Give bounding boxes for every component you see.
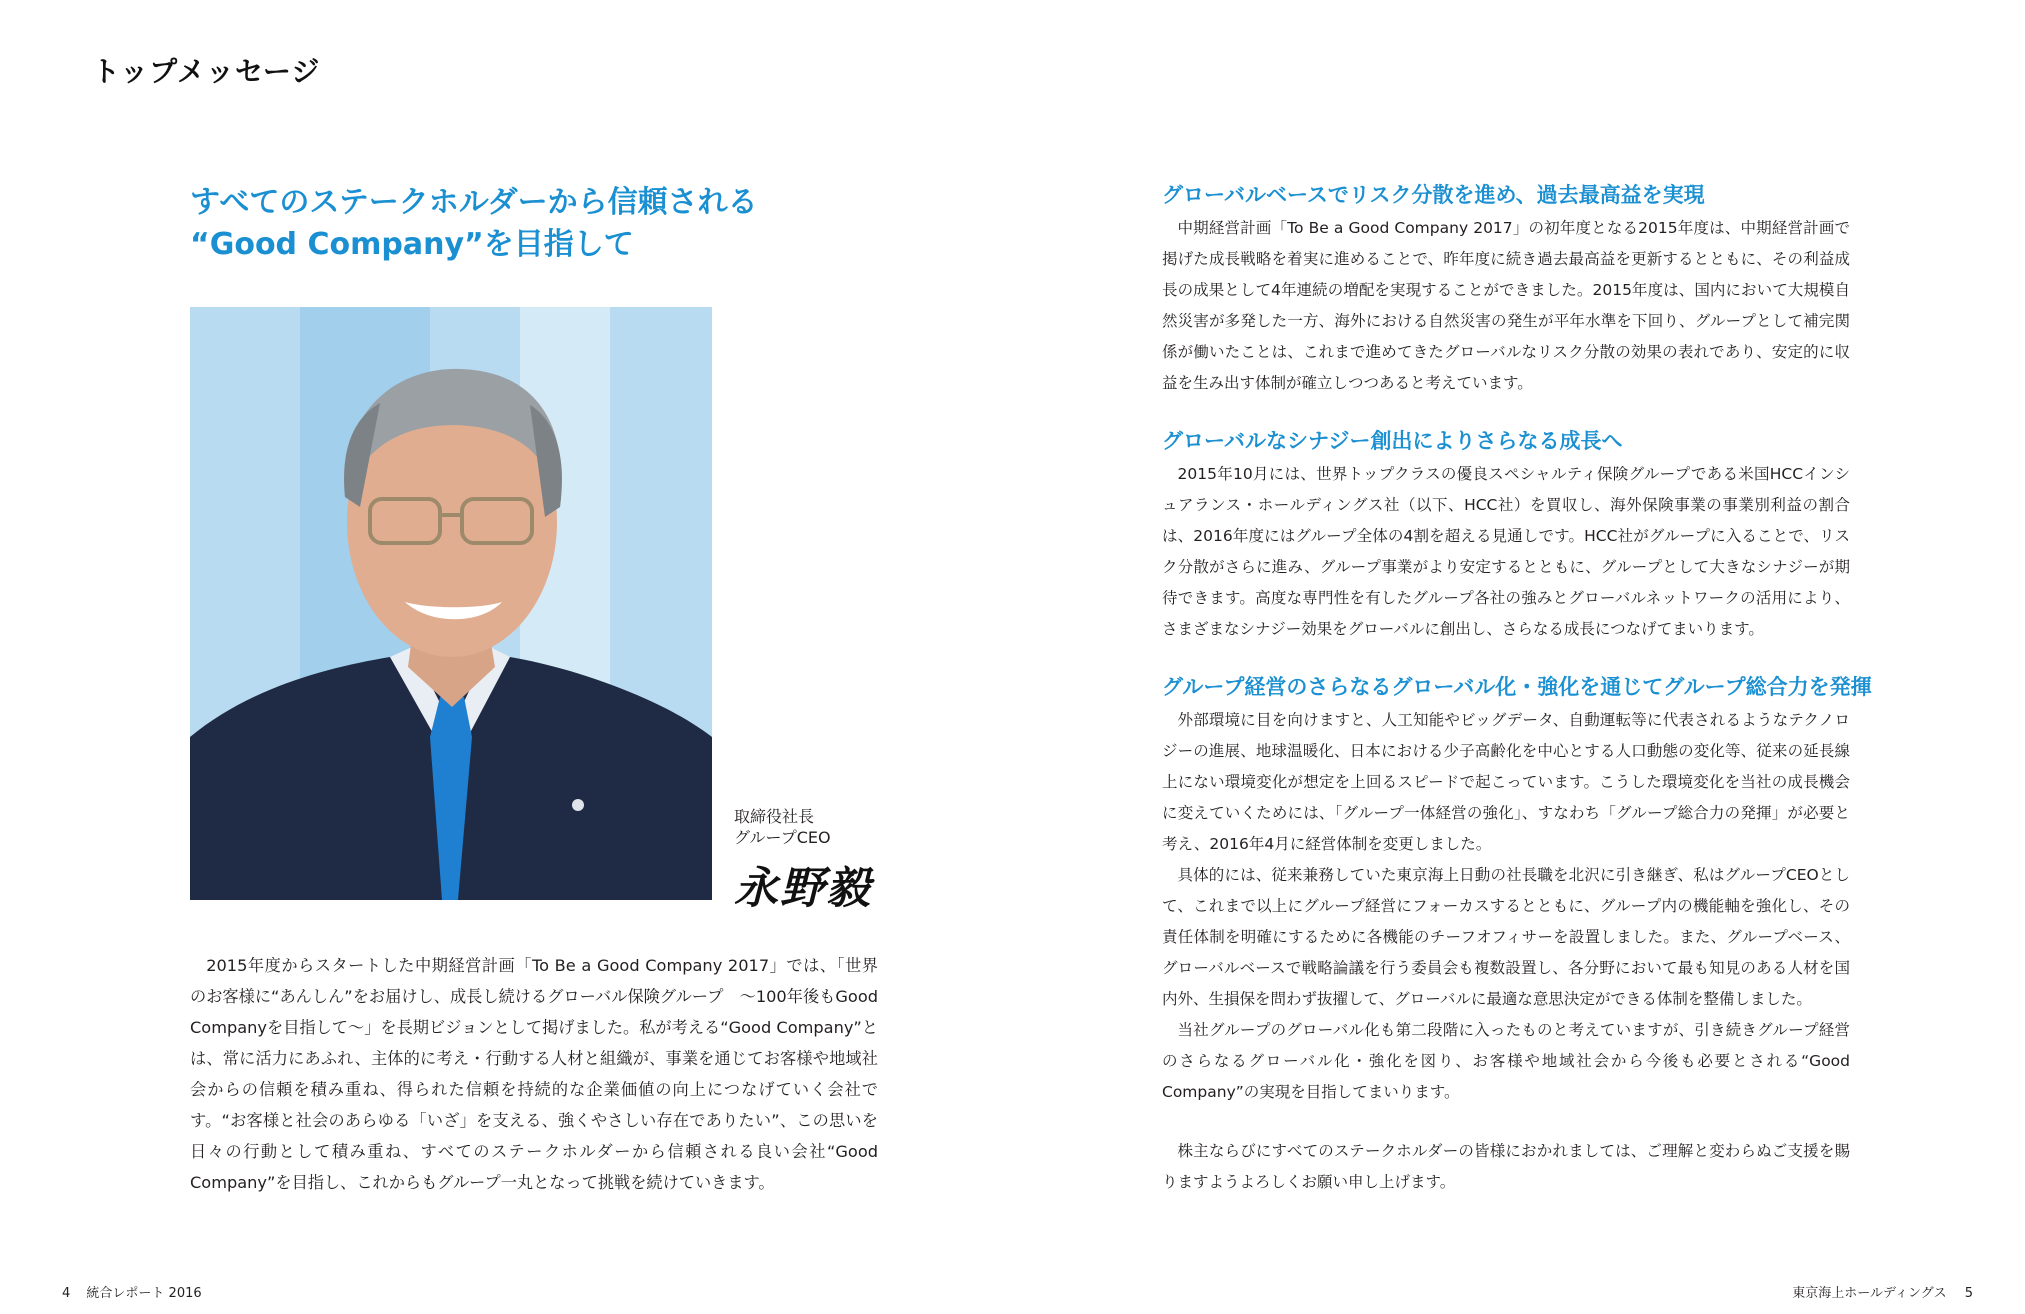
footer-right [1792, 1282, 1973, 1301]
footer-left [62, 1282, 202, 1301]
message-body-column [1162, 180, 1872, 1198]
section-1 [1162, 180, 1850, 399]
headline-line-2: “Good Company”を目指して [190, 227, 634, 262]
headline [190, 182, 890, 266]
left-page-number: 4 [62, 1286, 71, 1301]
section-3-heading: グループ経営のさらなるグローバル化・強化を通じてグループ総合力を発揮 [1162, 675, 1872, 699]
company-name: 東京海上ホールディングス [1792, 1286, 1947, 1301]
right-page-number: 5 [1964, 1286, 1973, 1301]
headline-line-1: すべてのステークホルダーから信頼される [190, 185, 758, 220]
ceo-title-line-2: グループCEO [734, 828, 831, 847]
lead-paragraph: 2015年度からスタートした中期経営計画「To Be a Good Company 2017」では、「世界のお客様に“あんしん”をお届けし、成長し続けるグローバル保険グループ ～100年後もGood Companyを目指して～」を長期ビジョンとして掲げました。私が考える“Good Company”とは、常に活力にあふれ、主体的に考え・行動する人材と組織が、事業を通じてお客様や地域社会からの信頼を積み重ね、得られた信頼を持続的な企業価値の向上につなげていく会社です。“お客様と社会のあらゆる「いざ」を支える、強くやさしい存在でありたい”、この思いを日々の行動として積み重ね、すべてのステークホルダーから信頼される良い会社“Good Company”を目指し、これからもグループ一丸となって挑戦を続けていきます。 [190, 956, 878, 1192]
section-3-paragraph-1: 外部環境に目を向けますと、人工知能やビッグデータ、自動運転等に代表されるようなテクノロジーの進展、地球温暖化、日本における少子高齢化を中心とする人口動態の変化等、従来の延長線上にない環境変化が想定を上回るスピードで起こっています。こうした環境変化を当社の成長機会に変えていくためには、「グループ一体経営の強化」、すなわち「グループ総合力の発揮」が必要と考え、2016年4月に経営体制を変更しました。 [1162, 711, 1850, 853]
section-2-paragraph-1: 2015年10月には、世界トップクラスの優良スペシャルティ保険グループである米国HCCインシュアランス・ホールディングス社（以下、HCC社）を買収し、海外保険事業の事業別利益の割合は、2016年度にはグループ全体の4割を超える見通しです。HCC社がグループに入ることで、リスク分散がさらに進み、グループ事業がより安定するとともに、グループとして大きなシナジーが期待できます。高度な専門性を有したグループ各社の強みとグローバルネットワークの活用により、さまざまなシナジー効果をグローバルに創出し、さらなる成長につなげてまいります。 [1162, 465, 1850, 638]
section-3-paragraph-2: 具体的には、従来兼務していた東京海上日動の社長職を北沢に引き継ぎ、私はグループCEOとして、これまで以上にグループ経営にフォーカスするとともに、グループ内の機能軸を強化し、その責任体制を明確にするために各機能のチーフオフィサーを設置しました。また、グループベース、グローバルベースで戦略論議を行う委員会も複数設置し、各分野において最も知見のある人材を国内外、生損保を問わず抜擢して、グローバルに最適な意思決定ができる体制を整備しました。 [1162, 866, 1850, 1008]
section-2-heading: グローバルなシナジー創出によりさらなる成長へ [1162, 429, 1623, 453]
page-title: トップメッセージ [92, 55, 321, 88]
section-1-paragraph-1: 中期経営計画「To Be a Good Company 2017」の初年度となる2015年度は、中期経営計画で掲げた成長戦略を着実に進めることで、昨年度に続き過去最高益を更新するとともに、その利益成長の成果として4年連続の増配を実現することができました。2015年度は、国内において大規模自然災害が多発した一方、海外における自然災害の発生が平年水準を下回り、グループとして補完関係が働いたことは、これまで進めてきたグローバルなリスク分散の効果の表れであり、安定的に収益を生み出す体制が確立しつつあると考えています。 [1162, 219, 1850, 392]
report-name: 統合レポート 2016 [86, 1286, 202, 1301]
ceo-portrait-photo [190, 307, 712, 900]
section-3 [1162, 672, 1872, 1108]
section-3-paragraph-3: 当社グループのグローバル化も第二段階に入ったものと考えていますが、引き続きグループ経営のさらなるグローバル化・強化を図り、お客様や地域社会から今後も必要とされる“Good Company”の実現を目指してまいります。 [1162, 1021, 1850, 1101]
ceo-title-block [734, 806, 831, 848]
section-1-heading: グローバルベースでリスク分散を進め、過去最高益を実現 [1162, 183, 1705, 207]
ceo-title-line-1: 取締役社長 [734, 807, 815, 826]
closing-paragraph: 株主ならびにすべてのステークホルダーの皆様におかれましては、ご理解と変わらぬご支援を賜りますようよろしくお願い申し上げます。 [1162, 1142, 1850, 1191]
ceo-signature: 永野毅 [734, 863, 872, 914]
section-2 [1162, 426, 1850, 645]
